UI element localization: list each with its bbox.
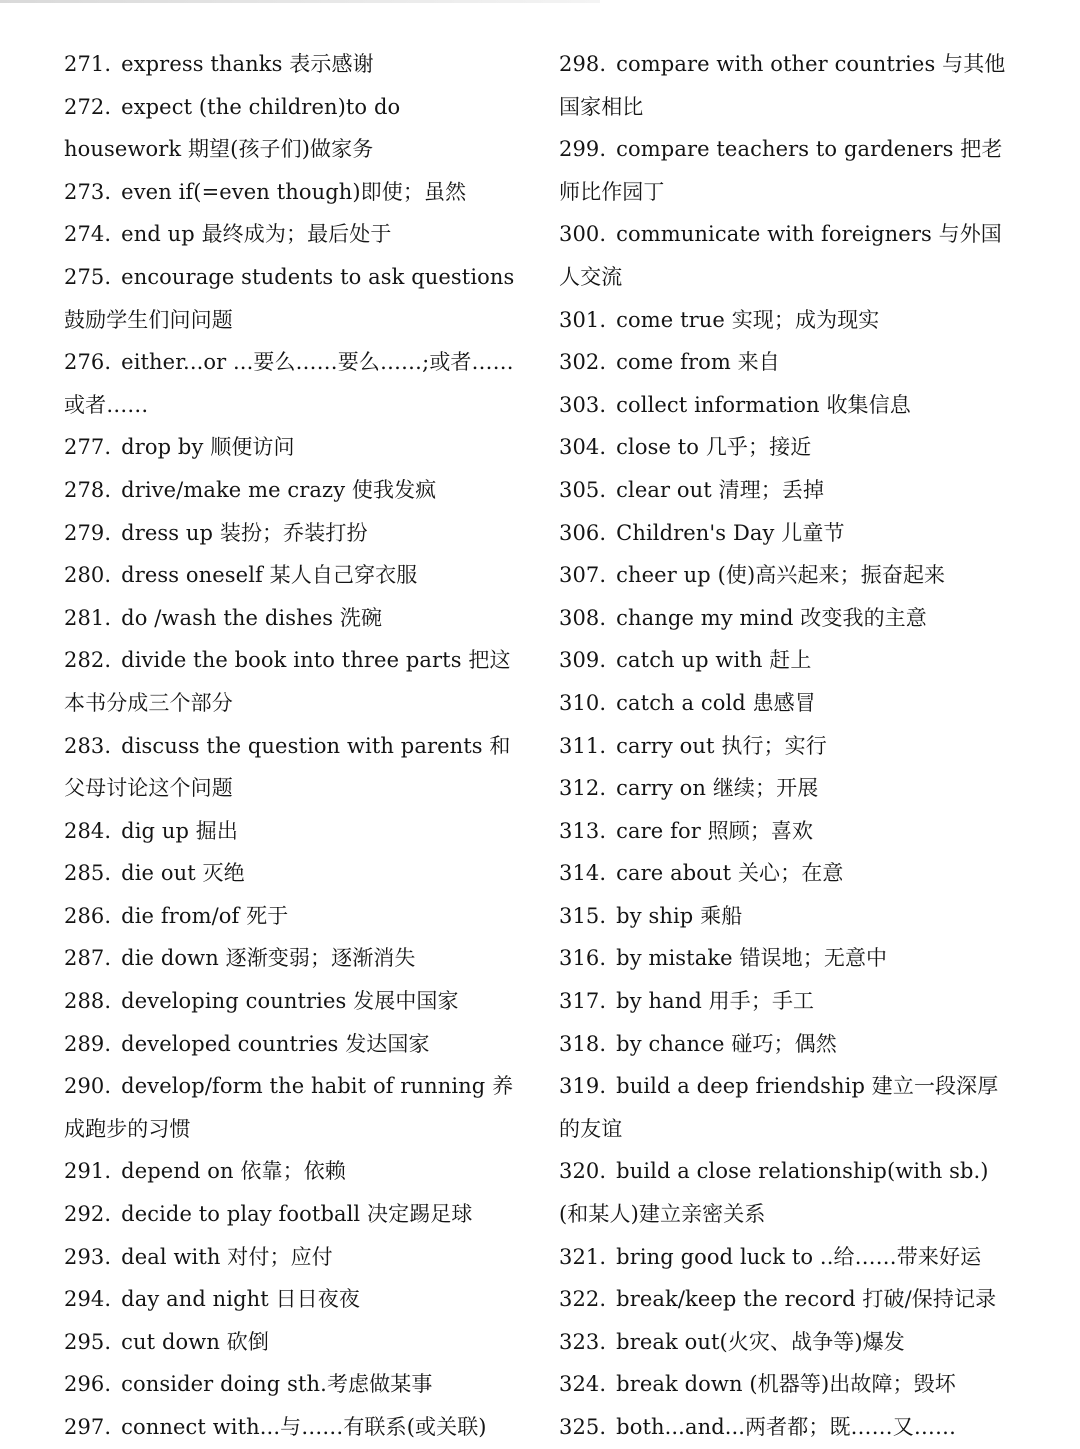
list-item: 282. divide the book into three parts 把这本书分成三个部分	[64, 648, 511, 715]
list-item: 274. end up 最终成为；最后处于	[64, 222, 392, 247]
right-column	[559, 43, 1011, 1449]
left-column	[64, 43, 520, 1449]
list-item: 301. come true 实现；成为现实	[559, 307, 880, 332]
list-item: 311. carry out 执行；实行	[559, 733, 827, 758]
list-item: 277. drop by 顺便访问	[64, 435, 295, 460]
list-item: 322. break/keep the record 打破/保持记录	[559, 1287, 997, 1312]
list-item: 319. build a deep friendship 建立一段深厚的友谊	[559, 1074, 999, 1141]
list-item: 271. express thanks 表示感谢	[64, 52, 374, 76]
list-item: 295. cut down 砍倒	[64, 1329, 269, 1354]
list-item: 313. care for 照顾；喜欢	[559, 818, 814, 843]
list-item: 312. carry on 继续；开展	[559, 776, 819, 801]
list-item: 315. by ship 乘船	[559, 903, 743, 928]
list-item: 309. catch up with 赶上	[559, 648, 812, 673]
list-item: 276. either...or ...要么……要么……;或者……或者……	[64, 350, 514, 417]
list-item: 287. die down 逐渐变弱；逐渐消失	[64, 946, 416, 971]
list-item: 291. depend on 依靠；依赖	[64, 1159, 346, 1184]
list-item: 310. catch a cold 患感冒	[559, 690, 816, 715]
list-item: 275. encourage students to ask questions 鼓励学生们问问题	[64, 264, 515, 332]
list-item: 300. communicate with foreigners 与外国人交流	[559, 222, 1002, 289]
list-item: 290. develop/form the habit of running 养成跑步的习惯	[64, 1074, 514, 1141]
list-item: 293. deal with 对付；应付	[64, 1244, 333, 1269]
list-item: 305. clear out 清理；丢掉	[559, 477, 825, 502]
top-divider	[0, 0, 600, 3]
list-item: 297. connect with...与……有联系(或关联)	[64, 1415, 487, 1439]
list-item: 294. day and night 日日夜夜	[64, 1287, 360, 1312]
list-item: 284. dig up 掘出	[64, 818, 238, 843]
list-item: 298. compare with other countries 与其他国家相比	[559, 52, 1006, 119]
list-item: 314. care about 关心；在意	[559, 861, 844, 886]
list-item: 272. expect (the children)to do housework 期望(孩子们)做家务	[64, 94, 401, 162]
list-item: 273. even if(=even though)即使；虽然	[64, 179, 467, 204]
list-item: 299. compare teachers to gardeners 把老师比作园丁	[559, 137, 1003, 204]
list-item: 289. developed countries 发达国家	[64, 1031, 430, 1056]
list-item: 325. both...and...两者都；既……又……	[559, 1415, 957, 1439]
list-item: 281. do /wash the dishes 洗碗	[64, 605, 383, 630]
list-item: 285. die out 灭绝	[64, 861, 245, 886]
list-item: 316. by mistake 错误地；无意中	[559, 946, 888, 971]
list-item: 278. drive/make me crazy 使我发疯	[64, 477, 437, 502]
list-item: 318. by chance 碰巧；偶然	[559, 1031, 837, 1056]
list-item: 288. developing countries 发展中国家	[64, 989, 459, 1014]
list-item: 303. collect information 收集信息	[559, 392, 911, 417]
list-item: 320. build a close relationship(with sb.)(和某人)建立亲密关系	[559, 1159, 989, 1227]
list-item: 280. dress oneself 某人自己穿衣服	[64, 563, 418, 588]
list-item: 302. come from 来自	[559, 350, 780, 375]
list-item: 279. dress up 装扮；乔装打扮	[64, 520, 368, 545]
list-item: 306. Children's Day 儿童节	[559, 520, 845, 545]
list-item: 307. cheer up (使)高兴起来；振奋起来	[559, 563, 946, 588]
list-item: 283. discuss the question with parents 和父母讨论这个问题	[64, 733, 511, 801]
list-item: 308. change my mind 改变我的主意	[559, 605, 927, 630]
list-item: 323. break out(火灾、战争等)爆发	[559, 1329, 905, 1354]
list-item: 321. bring good luck to ..给……带来好运	[559, 1244, 982, 1269]
list-item: 292. decide to play football 决定踢足球	[64, 1202, 473, 1227]
list-item: 304. close to 几乎；接近	[559, 435, 812, 460]
list-item: 286. die from/of 死于	[64, 903, 289, 928]
list-item: 317. by hand 用手；手工	[559, 989, 815, 1014]
list-item: 296. consider doing sth.考虑做某事	[64, 1372, 433, 1397]
list-item: 324. break down (机器等)出故障；毁坏	[559, 1372, 956, 1397]
